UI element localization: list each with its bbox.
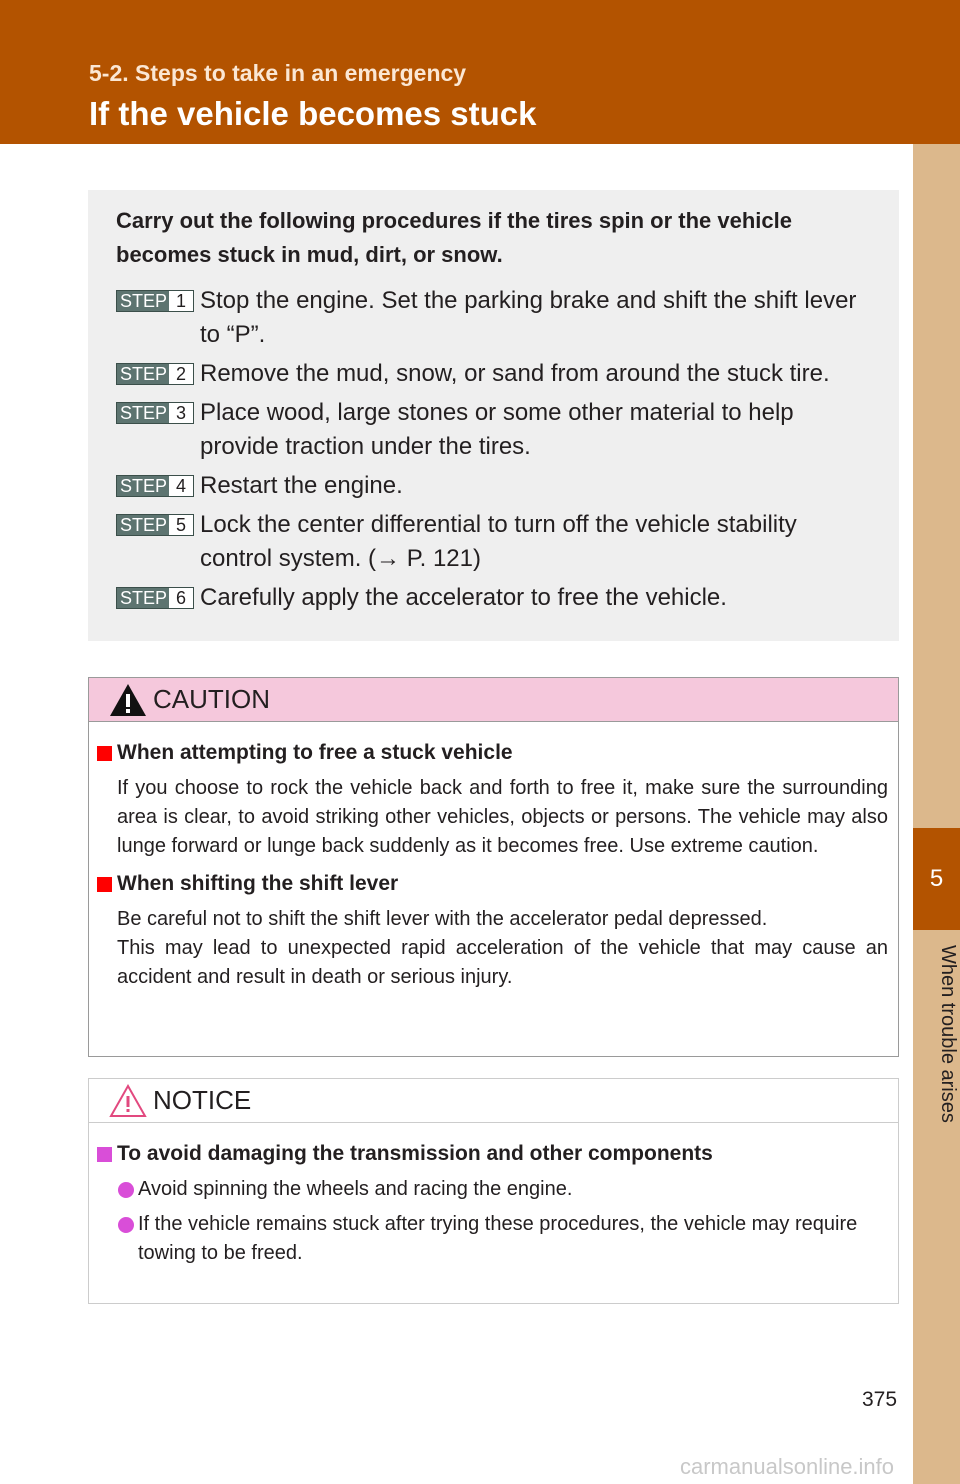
caution-text: Be careful not to shift the shift lever with the accelerator pedal depressed. This may lead to unexpected rapid acceleration of the vehicle that may cause an accident and result in death or serious injury. <box>117 908 888 988</box>
bullet-icon <box>118 1217 134 1233</box>
step-badge: STEP 4 <box>116 475 194 497</box>
step-text: Stop the engine. Set the parking brake and shift the shift lever to “P”. <box>200 287 857 348</box>
step-text: Remove the mud, snow, or sand from around the stuck tire. <box>200 360 830 387</box>
notice-title: NOTICE <box>153 1085 252 1115</box>
page-header <box>0 0 960 144</box>
page-title: If the vehicle becomes stuck <box>89 95 537 132</box>
caution-title: CAUTION <box>153 684 270 714</box>
step-item <box>116 284 871 352</box>
procedure-box <box>88 190 899 641</box>
step-badge: STEP 3 <box>116 402 194 424</box>
step-badge: STEP 1 <box>116 290 194 312</box>
notice-header <box>89 1079 898 1123</box>
step-item <box>116 357 871 391</box>
caution-box <box>88 677 899 1057</box>
step-item <box>116 508 871 576</box>
notice-warning-icon <box>109 1084 147 1118</box>
chapter-tab[interactable]: 5 <box>913 828 960 930</box>
step-badge: STEP 6 <box>116 587 194 609</box>
caution-heading: When attempting to free a stuck vehicle <box>97 738 888 768</box>
step-item <box>116 396 871 464</box>
warning-icon <box>109 683 147 717</box>
square-bullet-icon <box>97 1147 112 1162</box>
step-badge: STEP 5 <box>116 514 194 536</box>
section-title: 5-2. Steps to take in an emergency <box>89 60 467 86</box>
side-tab-strip <box>913 144 960 1484</box>
notice-heading: To avoid damaging the transmission and other components <box>97 1139 888 1169</box>
intro-text: Carry out the following procedures if the tires spin or the vehicle becomes stuck in mud, dirt, or snow. <box>116 208 793 267</box>
step-item <box>116 469 871 503</box>
step-item <box>116 581 871 615</box>
square-bullet-icon <box>97 877 112 892</box>
caution-header <box>89 678 898 722</box>
step-badge: STEP 2 <box>116 363 194 385</box>
step-text: Restart the engine. <box>200 472 403 499</box>
notice-box <box>88 1078 899 1304</box>
chapter-label: When trouble arises <box>937 945 959 1123</box>
step-text: Lock the center differential to turn off the vehicle stability control system. (→ P. 121) <box>200 511 797 572</box>
caution-heading: When shifting the shift lever <box>97 869 888 899</box>
bullet-icon <box>118 1182 134 1198</box>
step-text: Carefully apply the accelerator to free the vehicle. <box>200 584 727 611</box>
square-bullet-icon <box>97 746 112 761</box>
caution-text: If you choose to rock the vehicle back and forth to free it, make sure the surrounding area is clear, to avoid striking other vehicles, objects or persons. The vehicle may also lunge forward or lunge back suddenly as it becomes free. Use extreme caution. <box>117 777 888 857</box>
watermark: carmanualsonline.info <box>680 1454 895 1479</box>
notice-item: If the vehicle remains stuck after trying these procedures, the vehicle may require towing to be freed. <box>97 1210 888 1268</box>
page-number: 375 <box>862 1388 898 1411</box>
notice-item: Avoid spinning the wheels and racing the engine. <box>97 1175 888 1204</box>
step-text: Place wood, large stones or some other material to help provide traction under the tires. <box>200 399 794 460</box>
